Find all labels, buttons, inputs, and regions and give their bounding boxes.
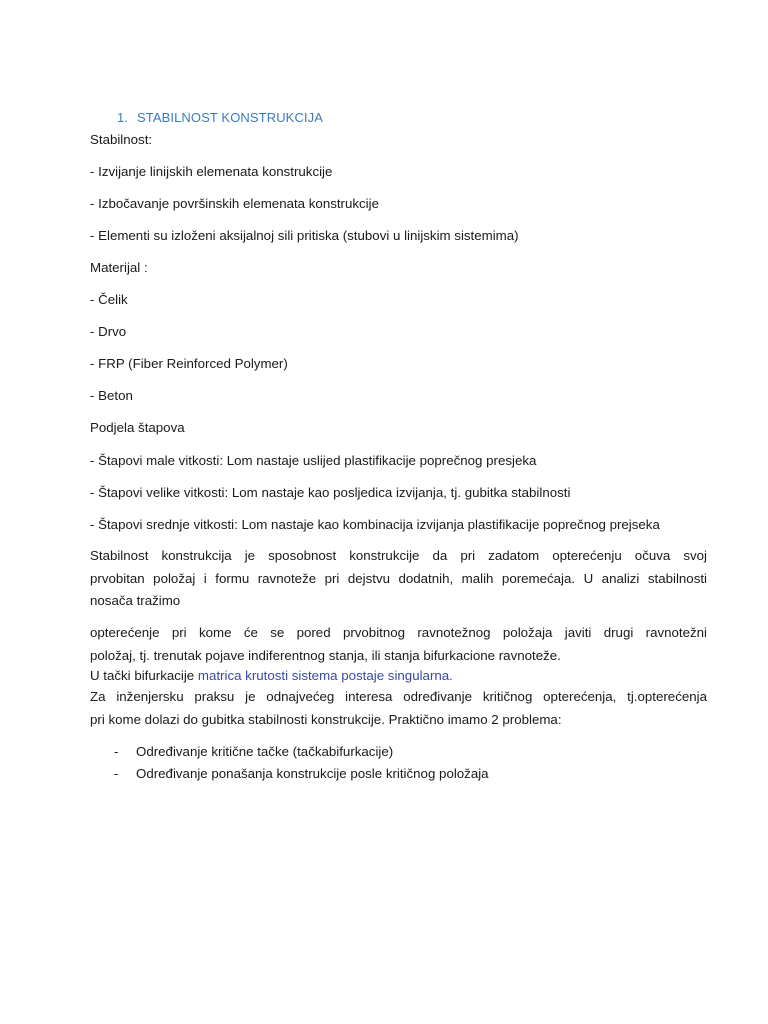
bullet-dash: - (114, 744, 119, 759)
list-line: - Štapovi velike vitkosti: Lom nastaje kao posljedica izvijanja, tj. gubitka stabilnosti (90, 485, 571, 500)
paragraph-line: Stabilnost konstrukcija je sposobnost konstrukcije da pri zadatom opterećenju očuva svoj (90, 548, 707, 563)
paragraph-line: prvobitan položaj i formu ravnoteže pri dejstvu dodatnih, malih poremećaja. U analizi stabilnosti (90, 570, 707, 586)
list-line: - Elementi su izloženi aksijalnoj sili pritiska (stubovi u linijskim sistemima) (90, 228, 519, 243)
section-heading (117, 110, 323, 125)
list-line: - Čelik (90, 292, 128, 307)
paragraph-bifurcation (90, 622, 707, 667)
bullet-text: Određivanje ponašanja konstrukcije posle kritičnog položaja (136, 766, 489, 781)
paragraph-line: položaj, tj. trenutak pojave indiferentnog stanja, ili stanja bifurkacione ravnoteže. (90, 647, 561, 663)
label-materijal: Materijal : (90, 260, 148, 275)
paragraph-line: nosača tražimo (90, 593, 181, 608)
paragraph-line: opterećenje pri kome će se pored prvobitnog ravnotežnog položaja javiti drugi ravnotežni (90, 625, 707, 640)
paragraph-line: Za inženjersku praksu je odnajvećeg interesa određivanje kritičnog opterećenja, tj.opterećenja (90, 689, 707, 704)
section-number: 1. (117, 110, 129, 125)
list-line: - Štapovi male vitkosti: Lom nastaje uslijed plastifikacije poprečnog presjeka (90, 453, 537, 468)
bullet-dash: - (114, 766, 119, 781)
paragraph-practice (90, 686, 707, 731)
bifurcation-highlight: matrica krutosti sistema postaje singularna. (197, 668, 453, 683)
bifurcation-sentence (90, 667, 453, 685)
section-title: STABILNOST KONSTRUKCIJA (137, 110, 324, 125)
bifurcation-prefix: U tački bifurkacije (90, 668, 198, 683)
list-line: - Štapovi srednje vitkosti: Lom nastaje kao kombinacija izvijanja plastifikacije poprečnog prejseka (90, 517, 660, 532)
paragraph-definition (90, 545, 707, 613)
list-line: - FRP (Fiber Reinforced Polymer) (90, 356, 288, 371)
list-line: - Beton (90, 388, 133, 403)
paragraph-line: pri kome dolazi do gubitka stabilnosti konstrukcije. Praktično imamo 2 problema: (90, 711, 562, 727)
label-stabilnost: Stabilnost: (90, 132, 153, 147)
bullet-item (114, 743, 393, 761)
list-line: - Izvijanje linijskih elemenata konstrukcije (90, 164, 333, 179)
label-podjela: Podjela štapova (90, 420, 185, 435)
bullet-text: Određivanje kritične tačke (tačkabifurkacije) (136, 744, 394, 759)
list-line: - Izbočavanje površinskih elemenata konstrukcije (90, 196, 379, 211)
list-line: - Drvo (90, 324, 127, 339)
bullet-item (114, 765, 489, 783)
